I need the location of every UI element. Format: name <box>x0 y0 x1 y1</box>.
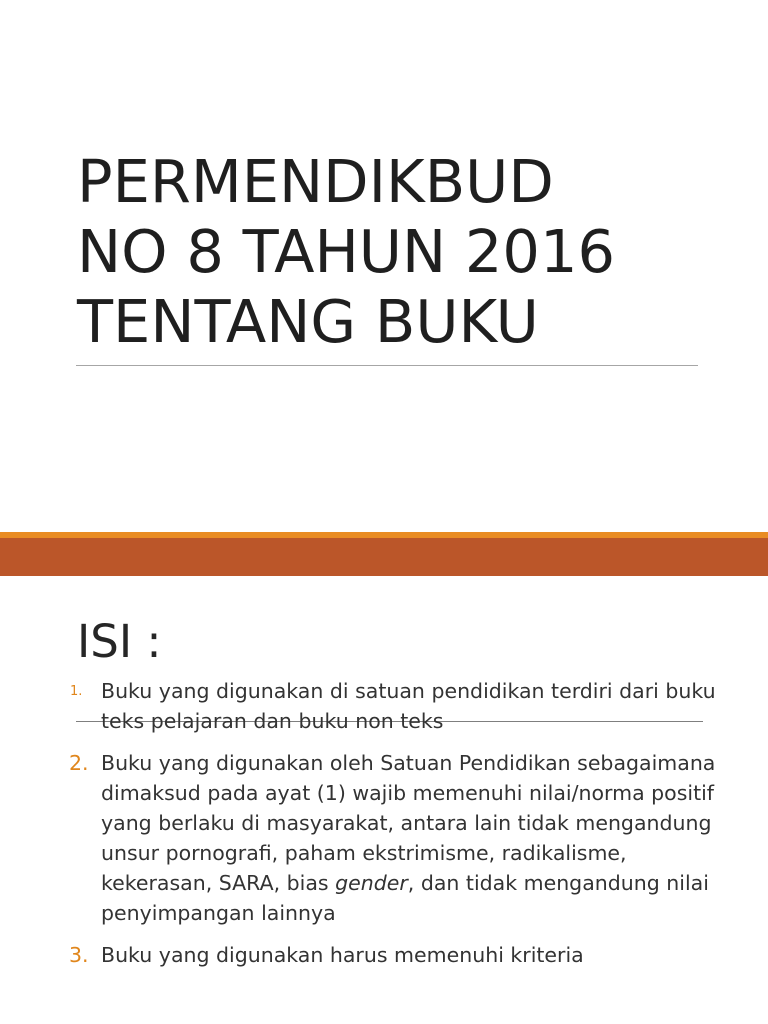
content-slide-title: ISI : <box>77 615 162 668</box>
title-line-3: TENTANG BUKU <box>77 287 539 356</box>
list-item-2 <box>0 748 768 928</box>
list-item-text: Buku yang digunakan harus memenuhi kriteria <box>101 943 584 967</box>
content-list <box>0 676 768 982</box>
list-number: 2. <box>69 751 89 775</box>
list-number: 3. <box>69 943 89 967</box>
slide-separator-band <box>0 538 768 576</box>
list-number: 1. <box>70 684 83 699</box>
list-item-text: Buku yang digunakan di satuan pendidikan terdiri dari buku teks pelajaran dan buku non teks <box>101 679 716 733</box>
slide-title <box>77 147 717 357</box>
list-item-3 <box>0 940 768 970</box>
title-divider <box>76 365 698 366</box>
list-item-italic-text: gender <box>335 871 408 895</box>
title-line-1: PERMENDIKBUD <box>77 147 554 216</box>
content-slide <box>0 576 768 1024</box>
list-item-text-end: , dan tidak mengandung nilai penyimpangan lainnya <box>101 871 709 925</box>
list-item-text: Buku yang digunakan oleh Satuan Pendidikan sebagaimana dimaksud pada ayat (1) wajib memenuhi nilai/norma positif yang berlaku di masyarakat, antara lain tidak mengandung unsur pornografi, paham ekstrimisme, radikalisme, kekerasan, SARA, bias <box>101 751 716 895</box>
list-item-1 <box>0 676 768 736</box>
title-line-2: NO 8 TAHUN 2016 <box>77 217 616 286</box>
